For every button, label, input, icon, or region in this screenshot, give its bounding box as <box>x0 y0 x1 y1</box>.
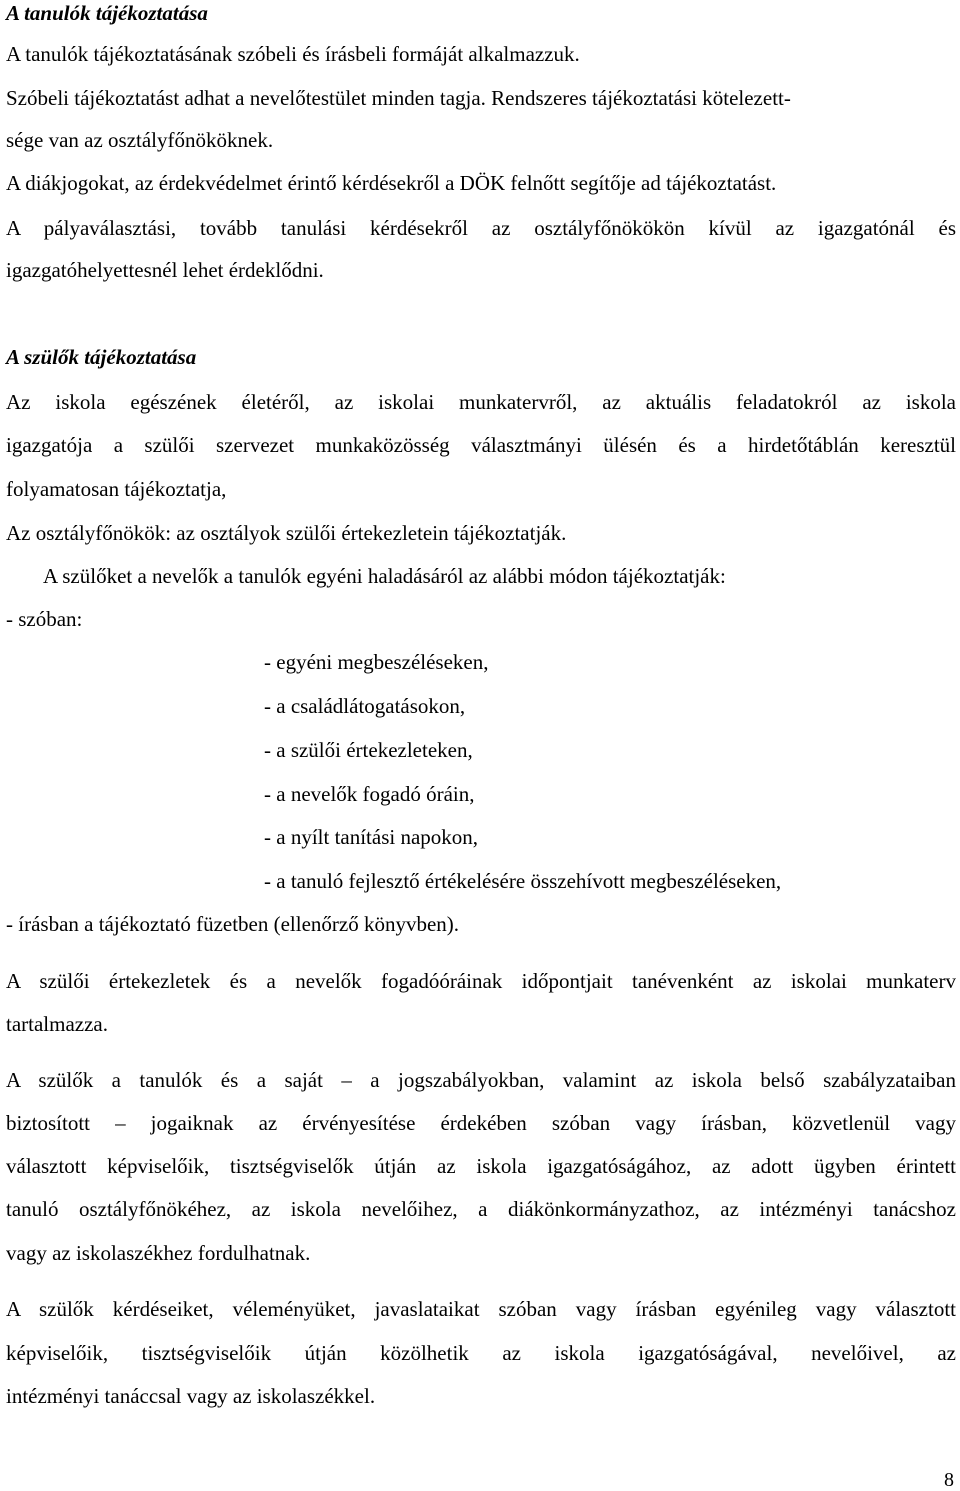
list-item: - a tanuló fejlesztő értékelésére összehívott megbeszéléseken, <box>264 869 782 893</box>
list-item: - a szülői értekezleteken, <box>264 738 473 762</box>
list-item: - egyéni megbeszéléseken, <box>264 650 489 674</box>
body-text-line: Szóbeli tájékoztatást adhat a nevelőtestület minden tagja. Rendszeres tájékoztatási kötelezett- <box>6 86 791 110</box>
body-text-line: A pályaválasztási, tovább tanulási kérdésekről az osztályfőnökökön kívül az igazgatónál és <box>6 216 956 240</box>
body-text-line: képviselőik, tisztségviselőik útján közölhetik az iskola igazgatóságával, nevelőivel, az <box>6 1341 956 1365</box>
list-item: - a nevelők fogadó óráin, <box>264 782 475 806</box>
body-text-line: biztosított – jogaiknak az érvényesítése érdekében szóban vagy írásban, közvetlenül vagy <box>6 1111 956 1135</box>
body-text-line: tartalmazza. <box>6 1012 109 1036</box>
body-text-line: A szülők a tanulók és a saját – a jogszabályokban, valamint az iskola belső szabályzataiban <box>6 1068 956 1092</box>
body-text-line: A tanulók tájékoztatásának szóbeli és írásbeli formáját alkalmazzuk. <box>6 42 580 66</box>
body-text-line: vagy az iskolaszékhez fordulhatnak. <box>6 1241 311 1265</box>
page-number: 8 <box>944 1469 954 1491</box>
body-text-line: Az iskola egészének életéről, az iskolai munkatervről, az aktuális feladatokról az iskola <box>6 390 956 414</box>
body-text-line: A szülők kérdéseiket, véleményüket, javaslataikat szóban vagy írásban egyénileg vagy választott <box>6 1297 956 1321</box>
list-item: - a nyílt tanítási napokon, <box>264 825 479 849</box>
list-item: - a családlátogatásokon, <box>264 694 466 718</box>
list-label-oral: - szóban: <box>6 607 83 631</box>
list-label-written: - írásban a tájékoztató füzetben (ellenőrző könyvben). <box>6 912 460 936</box>
body-text-line: igazgatóhelyettesnél lehet érdeklődni. <box>6 258 324 282</box>
body-text-line: igazgatója a szülői szervezet munkaközösség választmányi ülésén és a hirdetőtáblán keresztül <box>6 433 956 457</box>
body-text-line: sége van az osztályfőnököknek. <box>6 128 274 152</box>
body-text-line: választott képviselőik, tisztségviselők útján az iskola igazgatóságához, az adott ügyben érintett <box>6 1154 956 1178</box>
section-heading-parents-information: A szülők tájékoztatása <box>6 345 197 369</box>
body-text-line: A szülői értekezletek és a nevelők fogadóóráinak időpontjait tanévenként az iskolai munkaterv <box>6 969 956 993</box>
body-text-line: Az osztályfőnökök: az osztályok szülői értekezletein tájékoztatják. <box>6 521 567 545</box>
body-text-line: intézményi tanáccsal vagy az iskolaszékkel. <box>6 1384 376 1408</box>
body-text-line: tanuló osztályfőnökéhez, az iskola nevelőihez, a diákönkormányzathoz, az intézményi tanácshoz <box>6 1197 956 1221</box>
body-text-line: folyamatosan tájékoztatja, <box>6 477 227 501</box>
body-text-line: A szülőket a nevelők a tanulók egyéni haladásáról az alábbi módon tájékoztatják: <box>43 564 726 588</box>
section-heading-students-information: A tanulók tájékoztatása <box>6 1 208 25</box>
body-text-line: A diákjogokat, az érdekvédelmet érintő kérdésekről a DÖK felnőtt segítője ad tájékoztatást. <box>6 171 777 195</box>
